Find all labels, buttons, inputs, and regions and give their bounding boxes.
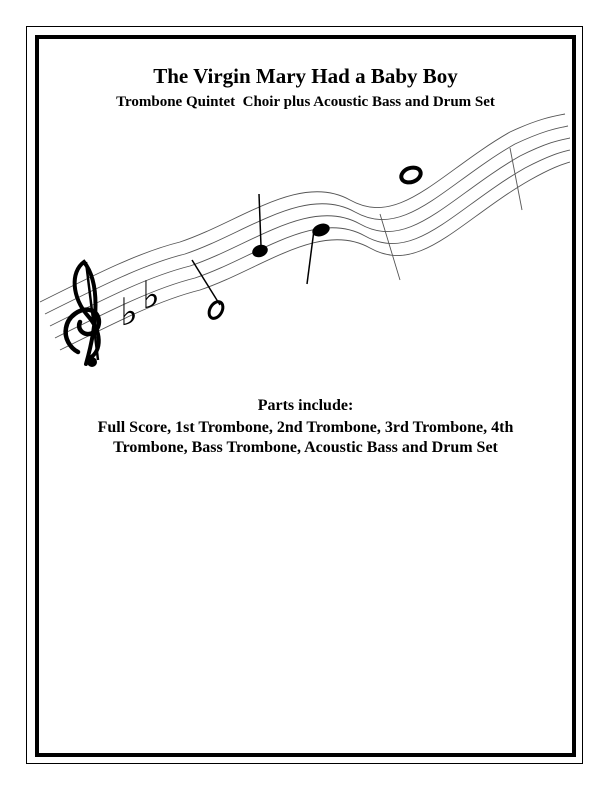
- cover-subtitle: Trombone Quintet Choir plus Acoustic Bass and Drum Set: [116, 94, 495, 110]
- music-staff-illustration: [40, 112, 570, 382]
- parts-list: Full Score, 1st Trombone, 2nd Trombone, 3rd Trombone, 4th Trombone, Bass Trombone, Acoustic Bass and Drum Set: [97, 419, 514, 456]
- treble-clef-icon: [66, 262, 99, 367]
- parts-heading: Parts include:: [257, 397, 354, 414]
- whole-note-icon: [399, 165, 423, 185]
- cover-title: The Virgin Mary Had a Baby Boy: [153, 64, 458, 88]
- flat-icon: ♭: [120, 290, 138, 334]
- flat-icon: ♭: [142, 273, 160, 317]
